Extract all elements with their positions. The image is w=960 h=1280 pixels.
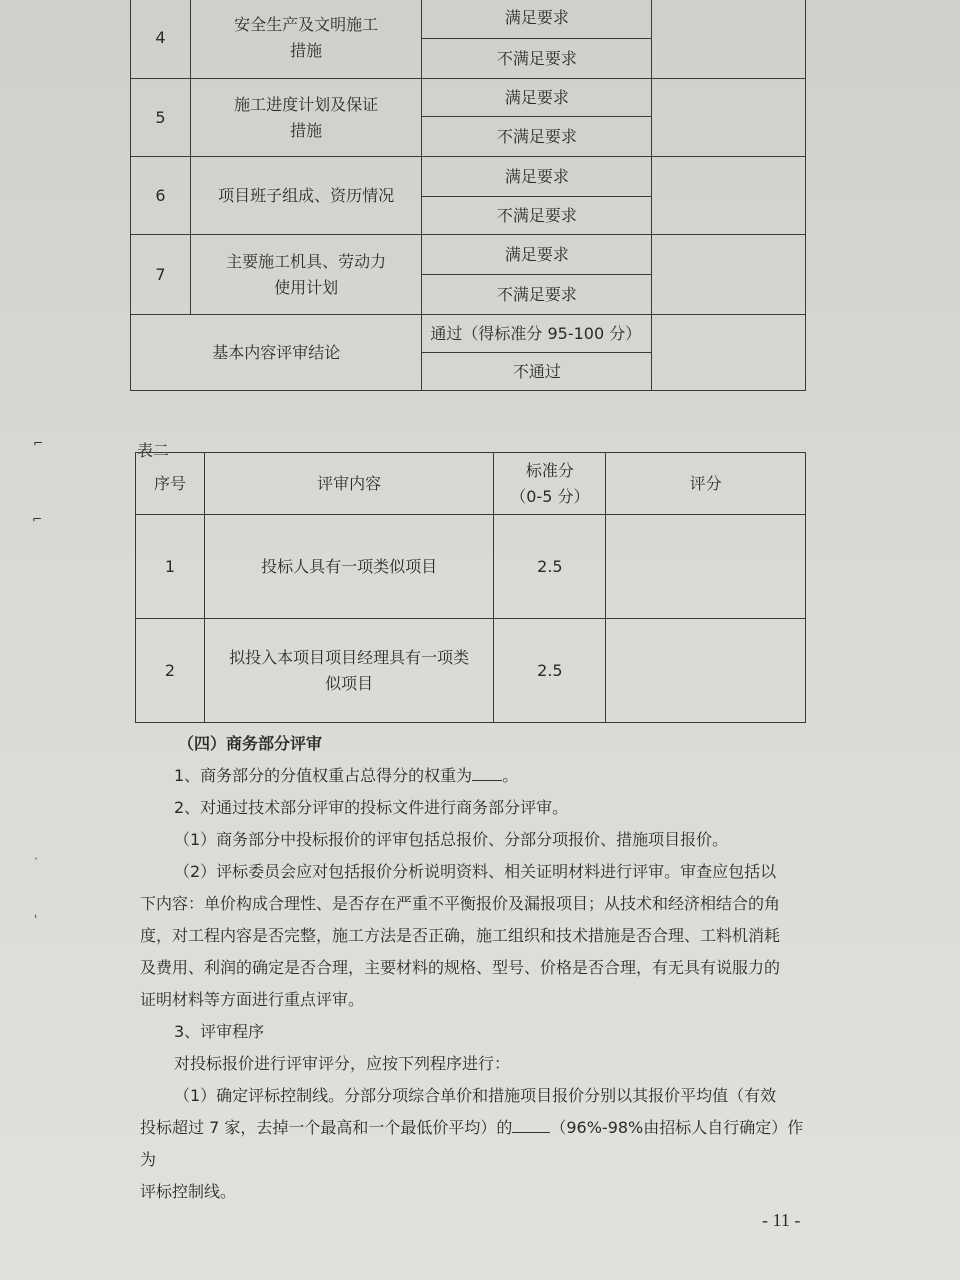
table-row: [131, 157, 806, 197]
review-content: 投标人具有一项类似项目: [204, 515, 494, 619]
paragraph: （1）商务部分中投标报价的评审包括总报价、分部分项报价、措施项目报价。: [174, 830, 729, 849]
paragraph: 1、商务部分的分值权重占总得分的权重为 。: [174, 766, 519, 785]
option-pass: 满足要求: [422, 235, 652, 275]
conclusion-pass: 通过（得标准分 95-100 分）: [422, 315, 652, 353]
paragraph-line: 证明材料等方面进行重点评审。: [140, 990, 365, 1009]
review-item: 主要施工机具、劳动力 使用计划: [190, 235, 422, 315]
row-number: 2: [136, 619, 205, 723]
table-2-caption: 表二: [137, 441, 170, 460]
conclusion-row: [131, 315, 806, 353]
rating-cell: [652, 315, 806, 391]
option-fail: 不满足要求: [422, 39, 652, 79]
option-fail: 不满足要求: [422, 275, 652, 315]
option-pass: 满足要求: [422, 79, 652, 117]
table-row: [131, 235, 806, 275]
header-score: 标准分 （0-5 分）: [494, 453, 606, 515]
table-header-row: [136, 453, 806, 515]
row-number: 4: [131, 0, 191, 79]
paragraph-line: 度，对工程内容是否完整，施工方法是否正确，施工组织和技术措施是否合理、工料机消耗: [140, 926, 781, 945]
review-table-2: [135, 452, 806, 723]
paragraph-line: 下内容：单价构成合理性、是否存在严重不平衡报价及漏报项目；从技术和经济相结合的角: [140, 894, 781, 913]
standard-score: 2.5: [494, 515, 606, 619]
option-pass: 满足要求: [422, 0, 652, 39]
conclusion-label: 基本内容评审结论: [131, 315, 422, 391]
header-rating: 评分: [606, 453, 806, 515]
scan-mark: ˌ: [34, 905, 38, 919]
page-number: - 11 -: [762, 1210, 801, 1230]
row-number: 1: [136, 515, 205, 619]
paragraph: 对投标报价进行评审评分，应按下列程序进行：: [174, 1054, 511, 1073]
scan-mark: ⌐: [33, 436, 44, 450]
row-number: 5: [131, 79, 191, 157]
scan-mark: ˴: [34, 850, 38, 864]
paragraph-line: 评标控制线。: [140, 1182, 237, 1201]
review-table-1: [130, 0, 806, 391]
body-text: [140, 728, 810, 1208]
review-content: 拟投入本项目项目经理具有一项类 似项目: [204, 619, 494, 723]
scan-mark: ⌐: [32, 512, 43, 526]
paragraph-line: 投标超过 7 家，去掉一个最高和一个最低价平均）的 （96%-98%由招标人自行确定）作为: [140, 1118, 804, 1169]
table-row: [131, 79, 806, 117]
table-row: [136, 619, 806, 723]
header-content: 评审内容: [204, 453, 494, 515]
option-fail: 不满足要求: [422, 197, 652, 235]
rating-cell: [652, 0, 806, 79]
header-no: 序号: [136, 453, 205, 515]
paragraph-line: 及费用、利润的确定是否合理，主要材料的规格、型号、价格是否合理，有无具有说服力的: [140, 958, 781, 977]
rating-cell: [606, 515, 806, 619]
review-item: 施工进度计划及保证 措施: [190, 79, 422, 157]
rating-cell: [652, 235, 806, 315]
option-pass: 满足要求: [422, 157, 652, 197]
paragraph: 3、评审程序: [174, 1022, 265, 1041]
table-row: [136, 515, 806, 619]
rating-cell: [652, 79, 806, 157]
section-heading: （四）商务部分评审: [178, 734, 323, 753]
fill-blank: [512, 1118, 550, 1133]
option-fail: 不满足要求: [422, 117, 652, 157]
row-number: 7: [131, 235, 191, 315]
row-number: 6: [131, 157, 191, 235]
review-item: 项目班子组成、资历情况: [190, 157, 422, 235]
standard-score: 2.5: [494, 619, 606, 723]
paragraph-line: （2）评标委员会应对包括报价分析说明资料、相关证明材料进行评审。审查应包括以: [174, 862, 777, 881]
table-row: [131, 0, 806, 39]
paragraph-line: （1）确定评标控制线。分部分项综合单价和措施项目报价分别以其报价平均值（有效: [174, 1086, 777, 1105]
fill-blank: [472, 766, 502, 781]
review-item: 安全生产及文明施工 措施: [190, 0, 422, 79]
rating-cell: [606, 619, 806, 723]
conclusion-fail: 不通过: [422, 353, 652, 391]
rating-cell: [652, 157, 806, 235]
paragraph: 2、对通过技术部分评审的投标文件进行商务部分评审。: [174, 798, 569, 817]
